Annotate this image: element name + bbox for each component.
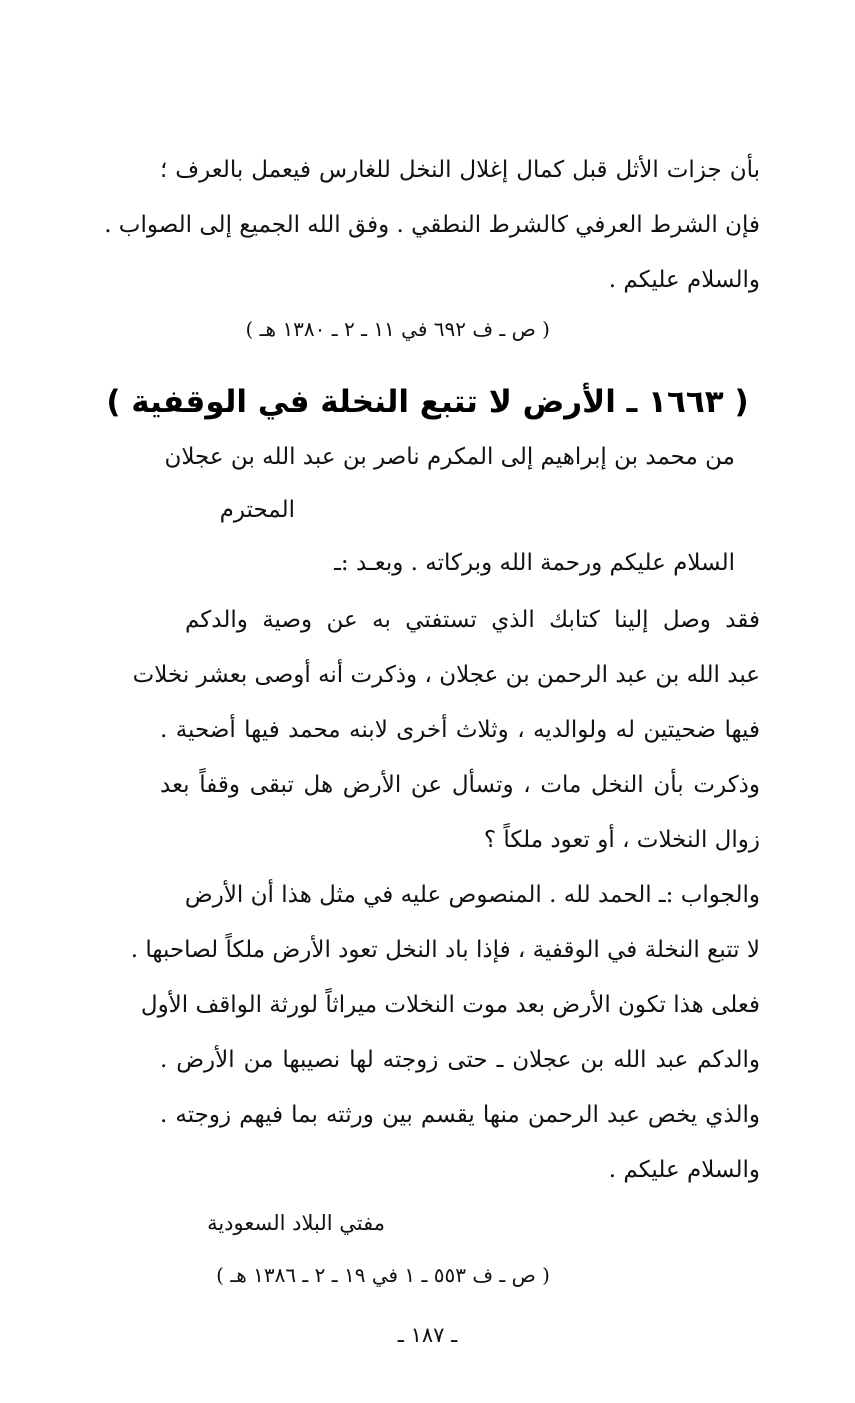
answer-line-1: والجواب :ـ الحمد لله . المنصوص عليه في مثل هذا أن الأرض (184, 882, 760, 908)
answer-line-3: فعلى هذا تكون الأرض بعد موت النخلات ميراثاً لورثة الواقف الأول (140, 992, 760, 1018)
address-line-2: المحترم (219, 497, 295, 523)
mufti-signature: مفتي البلاد السعودية (207, 1211, 385, 1235)
question-line-5: زوال النخلات ، أو تعود ملكاً ؟ (483, 827, 760, 853)
answer-line-6: والسلام عليكم . (608, 1157, 760, 1183)
answer-line-5: والذي يخص عبد الرحمن منها يقسم بين ورثته بما فيهم زوجته . (160, 1102, 760, 1128)
greeting: السلام عليكم ورحمة الله وبركاته . وبعـد :ـ (334, 550, 735, 576)
previous-reference: ( ص ـ ف ٦٩٢ في ١١ ـ ٢ ـ ١٣٨٠ هـ ) (245, 317, 550, 341)
item-heading: ( ١٦٦٣ ـ الأرض لا تتبع النخلة في الوقفية ) (106, 384, 749, 420)
previous-text-line-2: فإن الشرط العرفي كالشرط النطقي . وفق الله الجميع إلى الصواب . (104, 212, 760, 238)
question-line-2: عبد الله بن عبد الرحمن بن عجلان ، وذكرت أنه أوصى بعشر نخلات (132, 662, 760, 688)
question-line-4: وذكرت بأن النخل مات ، وتسأل عن الأرض هل تبقى وقفاً بعد (160, 772, 760, 798)
answer-line-4: والدكم عبد الله بن عجلان ـ حتى زوجته لها نصيبها من الأرض . (160, 1047, 760, 1073)
previous-text-line-3: والسلام عليكم . (608, 267, 760, 293)
address-line-1: من محمد بن إبراهيم إلى المكرم ناصر بن عبد الله بن عجلان (164, 444, 735, 470)
question-line-3: فيها ضحيتين له ولوالديه ، وثلاث أخرى لابنه محمد فيها أضحية . (160, 717, 760, 743)
question-line-1: فقد وصل إلينا كتابك الذي تستفتي به عن وصية والدكم (185, 607, 760, 633)
previous-text-line-1: بأن جزات الأثل قبل كمال إغلال النخل للغارس فيعمل بالعرف ؛ (160, 157, 760, 183)
page-number: ـ ١٨٧ ـ (397, 1323, 458, 1347)
item-reference: ( ص ـ ف ٥٥٣ ـ ١ في ١٩ ـ ٢ ـ ١٣٨٦ هـ ) (216, 1263, 550, 1287)
answer-line-2: لا تتبع النخلة في الوقفية ، فإذا باد النخل تعود الأرض ملكاً لصاحبها . (130, 937, 760, 963)
